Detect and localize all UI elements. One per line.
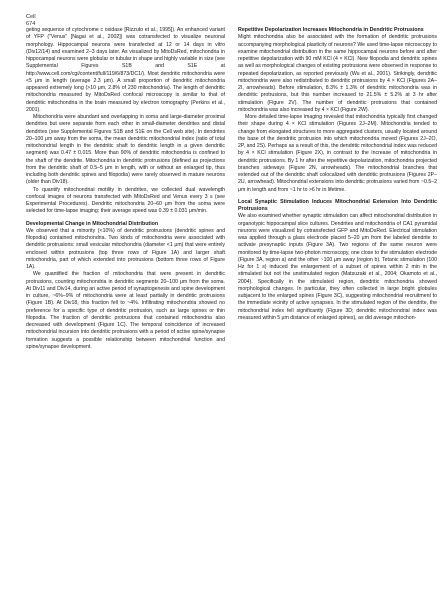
right-column	[238, 27, 437, 322]
body-paragraph: We observed that a minority (<10%) of dendritic protrusions (dendritic spines and filopodia) contained mitochondria. Two kinds of mitochondria were associated with dendritic protrusions: small vesicular mitochondria (diameter <1 μm) that were entirely enclosed within protrusions (top three rows of Figure 1A) and larger shaft mitochondria, part of which extended into protrusions (bottom three rows of Figure 1A).	[26, 227, 225, 270]
section-heading: Local Synaptic Stimulation Induces Mitochondrial Extension Into Dendritic Protrusions	[238, 198, 437, 212]
journal-name: Cell	[26, 14, 36, 20]
page-number: 674	[26, 20, 36, 27]
section-heading: Developmental Change in Mitochondrial Distribution	[26, 220, 159, 227]
body-paragraph: geting sequence of cytochrome c oxidase [Rizzuto et al., 1995]). An enhanced variant of YFP ("Venus" [Nagai et al., 2002]) was cotransfected to visualize neuronal morphology. Hippocampal neurons were transfected at 12 or 14 days in vitro (Div12/14) and examined 2–3 days later. As visualized by MitoDsRed, mitochondria in hippocampal neurons were globular or tubular in shape and highly variable in size (see Supplemental Figures S1B and S1E at http://www.cell.com/cgi/content/full/119/6/873/DC1/). Most dendritic mitochondria were <5 μm in length (average 2.3 μm). A small proportion of dendritic mitochondria appeared extremely long (>10 μm, 2.8% of 230 mitochondria). The length of dendritic mitochondria measured by MitoDsRed confocal microscopy is similar to that of dendritic mitochondria in the brain measured by electron tomography (Perkins et al., 2001).	[26, 27, 225, 113]
body-paragraph: Mitochondria were abundant and overlapping in soma and large-diameter proximal dendrites but were separate from each other in small-diameter dendrites and distal dendrites (see Supplemental Figures S1B and S1E on the Cell web site). In dendrites 20–100 μm away from the soma, the mean dendritic mitochondrial index (ratio of total mitochondrial length in the dendritic shaft to dendritic length in a given dendritic segment) was 0.47 ± 0.015. More than 90% of dendritic mitochondria is confined to the shaft of the dendrite. Mitochondria in dendritic protrusions (defined as projections from the dendritic shaft of 0.5–5 μm in length, with or without an enlarged tip, thus including both dendritic spines and filopodia) were rarely observed in mature neurons (older than Div18).	[26, 114, 225, 186]
left-column	[26, 27, 225, 351]
body-paragraph: Might mitochondria also be associated with the formation of dendritic protrusions accompanying morphological plasticity of neurons? We used time-lapse microscopy to examine mitochondrial distribution in the same hippocampal neurons before and after repetitive depolarization with 90 mM KCl (4 × KCl). New filopodia and dendritic spines as well as morphological changes of existing protrusions were observed in response to repeated depolarization, as reported previously (Wu et al., 2001). Strikingly, dendritic mitochondria were also redistributed to dendritic protrusions by 4 × KCl (Figures 2A–2I, arrowheads). Before stimulation, 8.3% ± 1.3% of dendritic mitochondria was in dendritic protrusions, but this number increased to 21.5% ± 5.2% at 3 hr after stimulation (Figure 2V). The number of dendritic protrusions that contained mitochondria was also increased by 4 × KCl (Figure 2W).	[238, 34, 437, 113]
body-paragraph: To quantify mitochondrial motility in dendrites, we collected dual wavelength confocal images of neurons transfected with MitoDsRed and Venus every 3 s (see Experimental Procedures). Dendritic mitochondria 20–60 μm from the soma were selected for time-lapse imaging; their average speed was 0.39 ± 0.031 μm/min.	[26, 186, 225, 215]
section-heading: Repetitive Depolarization Increases Mitochondria in Dendritic Protrusions	[238, 27, 424, 33]
body-paragraph: We quantified the fraction of mitochondria that were present in dendritic protrusions, counting mitochondria in dendritic segments 20–100 μm from the soma. At Div11 and Div14, during an active period of synaptogenesis and spine development in culture, ~6%–9% of mitochondria were at least partially in dendritic protrusions (Figure 1B). At Div18, this fraction fell to ~4%. Infiltrating mitochondria showed no preference for a specific type of dendritic protrusion, such as large spines or thin filopodia. The fraction of dendritic protrusions that contained mitochondria also decreased with development (Figure 1C). The temporal coincidence of increased mitochondrial incursion into dendritic protrusions with a period of active spine/synapse formation suggests a possible relationship between mitochondrial function and spine/synapse development.	[26, 271, 225, 350]
running-header	[26, 14, 36, 27]
body-paragraph: More detailed time-lapse imaging revealed that mitochondria typically first changed their shape during 4 × KCl stimulation (Figures 2J–2M). Mitochondria tended to change from elongated structures to more aggregated clusters, usually located around the base of the dendritic protrusion into which mitochondria moved (Figures 2J–2O, 2P, and 2S). Perhaps as a result of this, the dendritic mitochondrial index was reduced by 4 × KCl stimulation (Figure 2X), in contrast to the increase of mitochondria in dendritic protrusions. By 1 hr after the repetitive depolarization, mitochondria projected branches sideways (Figure 2N, arrowheads). The mitochondrial branches that extended out of the dendritic shaft colocalized with dendritic protrusions (Figures 2P–2U, arrowhead). Mitochondrial extensions into dendritic protrusions varied from ~0.5–2 μm in length and from ~1 hr to >6 hr in lifetime.	[238, 114, 437, 193]
body-paragraph: We also examined whether synaptic stimulation can affect mitochondrial distribution in organotypic hippocampal slice cultures. Dendrites and mitochondria of CA1 pyramidal neurons were visualized by cotransfected GFP and MitoDsRed. Electrical stimulation was applied through a glass electrode placed 5–20 μm from the labeled dendrite to activate presynaptic inputs (Figure 3A). Two regions of the same neuron were monitored by time-lapse two-photon microscopy, one close to the stimulation electrode (Figure 3A, region a) and the other ~100 μm away (region b). Tetanic stimulation (100 Hz for 1 s) induced the enlargement of a subset of spines within 2 min in the stimulated but not the unstimulated region (Matsuzaki et al., 2004; Okamoto et al., 2004). Specifically in the stimulated region, dendritic mitochondria showed morphological changes. In particular, they often collected in large bright globules subjacent to the enlarged spines (Figure 3C), suggesting mitochondrial recruitment to the immediate vicinity of active synapses. In the stimulated region of the dendrite, the mitochondrial index fell significantly (Figure 3D; dendritic mitochondrial index was measured within 5 μm distance of enlarged spines), as did average mitochon-	[238, 213, 437, 321]
